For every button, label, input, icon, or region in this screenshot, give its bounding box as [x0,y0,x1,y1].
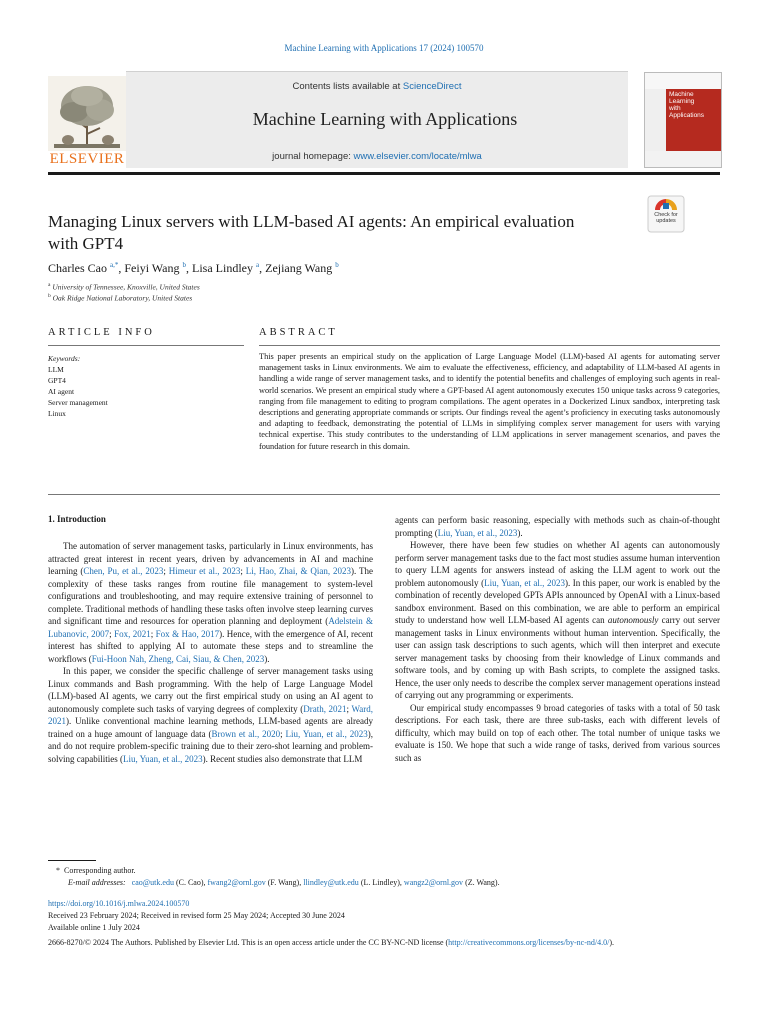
author-affiliation-mark[interactable]: a,* [110,261,119,269]
citation-link[interactable]: Himeur et al., 2023 [168,566,241,576]
keyword: Linux [48,409,66,418]
email-link[interactable]: llindley@utk.edu [303,878,359,887]
email-addresses: E-mail addresses: cao@utk.edu (C. Cao), fwang2@ornl.gov (F. Wang), llindley@utk.edu (L. Lindley), wangz2@ornl.gov (Z. Wang). [68,878,500,887]
paragraph: agents can perform basic reasoning, especially with methods such as chain-of-thought prompting (Liu, Yuan, et al., 2023). [395,515,720,538]
citation-link[interactable]: Drath, 2021 [303,703,347,714]
author-affiliation-mark[interactable]: b [182,261,187,269]
homepage-link[interactable]: www.elsevier.com/locate/mlwa [353,151,482,162]
author-name: Zejiang Wang [265,261,333,275]
article-info-rule [48,345,244,346]
affiliation: $^b$ Oak Ridge National Laboratory, United States [48,293,193,303]
author-affiliation-mark[interactable]: a [256,261,260,269]
author-name: Charles Cao [48,261,107,275]
citation-link[interactable]: Liu, Yuan, et al., 2023 [484,577,565,588]
corresponding-author-note: * Corresponding author. [56,866,136,875]
author-affiliation-mark[interactable]: b [335,261,339,269]
affiliation: $^a$ University of Tennessee, Knoxville, United States [48,282,200,292]
footnote-rule [48,860,96,861]
received-dates: Received 23 February 2024; Received in revised form 25 May 2024; Accepted 30 June 2024 [48,911,345,920]
contents-line [126,81,628,92]
homepage-line [126,151,628,162]
citation-link[interactable]: Li, Hao, Zhai, & Qian, 2023 [245,566,352,576]
journal-title: Machine Learning with Applications [252,109,518,129]
license-link[interactable]: http://creativecommons.org/licenses/by-nc-nd/4.0/ [448,938,610,947]
email-link[interactable]: wangz2@ornl.gov [403,878,464,887]
paragraph: Our empirical study encompasses 9 broad categories of tasks with a total of 50 task descriptions. For each task, there are three sub-tasks, each with different levels of difficulty, which may build on top of each other. The total number of unique tasks we evaluate is 150. We hope that such a wide range of tasks, derived from various sources such as [395,702,720,763]
paragraph: The automation of server management tasks, particularly in Linux environments, has attracted great interest in recent years, driven by advancements in AI and machine learning (Chen, Pu, et al., 2023; Himeur et al., 2023; Li, Hao, Zhai, & Qian, 2023). The complexity of these tasks ranges from routine file management to system-level configurations and troubleshooting, and may require extensive training of personnel to complete. Traditional methods of handling these tasks often involve steep learning curves and significant time and resources for operation planning and deployment (Adelstein & Lubanovic, 2007; Fox, 2021; Fox & Hao, 2017). Hence, with the emergence of AI, recent interest has shifted to applying AI to automate these steps and to streamline the workflows (Fui-Hoon Nah, Zheng, Cai, Siau, & Chen, 2023). [48,541,373,664]
keywords-label: Keywords: [48,354,81,363]
homepage-label: journal homepage: [272,151,351,162]
right-column [395,514,720,764]
journal-cover-thumbnail[interactable] [644,72,722,168]
article-info-heading: ARTICLE INFO [48,327,155,338]
keyword: Server management [48,398,108,407]
cover-footer-strip [645,151,721,167]
check-for-updates-label[interactable]: Check for updates [654,212,678,224]
paragraph: However, there have been few studies on whether AI agents can autonomously perform server management tasks due to the fact most studies assume human intervention to query LLM agents for answers instead of asking the LLM agent to work out the problem autonomously (Liu, Yuan, et al., 2023). In this paper, our work is enabled by the combination of recently developed GPTs APIs announced by OpenAI with a Linux-based sandbox environment. Based on this combination, we are able to perform an empirical study to understand how well LLM-based AI agents can autonomously carry out server management tasks in Linux environments without human intervention. Specifically, the user can assign task descriptions to such agents, which will then interpret and execute server management tasks by choosing from their knowledge of Linux commands and software tools, and by coming up with Bash scripts, to complete the assigned tasks. Hence, the user only needs to describe the complex server management operations instead of carrying out any programming or experiments. [395,540,720,700]
article-title: Managing Linux servers with LLM-based AI agents: An empirical evaluation with GPT4 [48,212,575,253]
abstract-bottom-rule [48,494,720,495]
contents-prefix: Contents lists available at [292,81,401,92]
keyword: GPT4 [48,376,66,385]
license-statement: 2666-8270/© 2024 The Authors. Published by Elsevier Ltd. This is an open access article under the CC BY-NC-ND license (http://creativecommons.org/licenses/by-nc-nd/4.0/). [48,938,614,947]
citation-link[interactable]: Fui-Hoon Nah, Zheng, Cai, Siau, & Chen, 2023 [91,653,265,664]
author-list: Charles Cao $^{a,*}$, Feiyi Wang $^b$, Lisa Lindley $^a$, Zejiang Wang $^b$ [48,261,339,275]
abstract-heading: ABSTRACT [259,327,338,338]
paragraph: In this paper, we consider the specific challenge of server management tasks using Linux commands and Bash programming. With the help of Large Language Model (LLM)-based AI agents, we carry out the first empirical study on using an AI agent to autonomously complete such tasks of varying degrees of complexity (Drath, 2021; Ward, 2021). Unlike conventional machine learning methods, LLM-based agents are already trained on a huge amount of language data (Brown et al., 2020; Liu, Yuan, et al., 2023), and do not require problem-specific training due to their zero-shot learning and problem-solving capabilities (Liu, Yuan, et al., 2023). Recent studies also demonstrate that LLM [48,666,373,764]
publisher-wordmark: ELSEVIER [49,151,125,167]
abstract-text: This paper presents an empirical study on the application of Large Language Model (LLM)-based AI agents for automating server management tasks in Linux environments. We aim to evaluate the effectiveness, efficiency, and adaptability of LLM-based AI agents in handling a wide range of server management tasks, and to identify the potential benefits and challenges of employing such agents in real-world scenarios. We present an empirical study where a GPT-based AI agent autonomously executes 150 unique tasks across 9 categories, ranging from file management to editing to program compilations. The agent operates in a Dockerized Linux sandbox, interpreting task descriptions and generating appropriate commands or scripts. Our findings reveal the agent’s proficiency in executing tasks autonomously and adapting to feedback, demonstrating the potential of LLMs in simplifying complex server management for users with varying technical expertise. This study contributes to the understanding of LLM applications in server management scenarios, and paves the foundation for future research in this domain. [259,352,720,451]
section-heading-introduction: 1. Introduction [48,514,106,524]
author-name: Feiyi Wang [124,261,180,275]
available-online: Available online 1 July 2024 [48,923,140,932]
email-link[interactable]: cao@utk.edu [131,878,174,887]
citation-link[interactable]: Chen, Pu, et al., 2023 [83,566,164,576]
citation-link[interactable]: Fox & Hao, 2017 [155,628,220,639]
citation-link[interactable]: Liu, Yuan, et al., 2023 [122,753,203,764]
keyword: AI agent [48,387,75,396]
author-name: Lisa Lindley [192,261,253,275]
sciencedirect-link[interactable]: ScienceDirect [402,81,462,92]
masthead-rule [48,172,720,175]
abstract-rule [259,345,720,346]
cover-header-strip [645,73,721,89]
journal-reference[interactable]: Machine Learning with Applications 17 (2024) 100570 [284,43,484,53]
citation-link[interactable]: Liu, Yuan, et al., 2023 [285,728,368,739]
cover-title: Machine Learning with Applications [669,91,705,119]
left-column [48,540,373,765]
citation-link[interactable]: Adelstein & Lubanovic, 2007 [48,616,373,639]
citation-link[interactable]: Liu, Yuan, et al., 2023 [437,527,518,538]
citation-link[interactable]: Fox, 2021 [114,628,151,639]
citation-link[interactable]: Ward, 2021 [48,703,373,726]
keyword: LLM [48,365,64,374]
citation-link[interactable]: Brown et al., 2020 [211,728,281,739]
doi-link[interactable]: https://doi.org/10.1016/j.mlwa.2024.100570 [48,899,190,908]
email-link[interactable]: fwang2@ornl.gov [207,878,266,887]
